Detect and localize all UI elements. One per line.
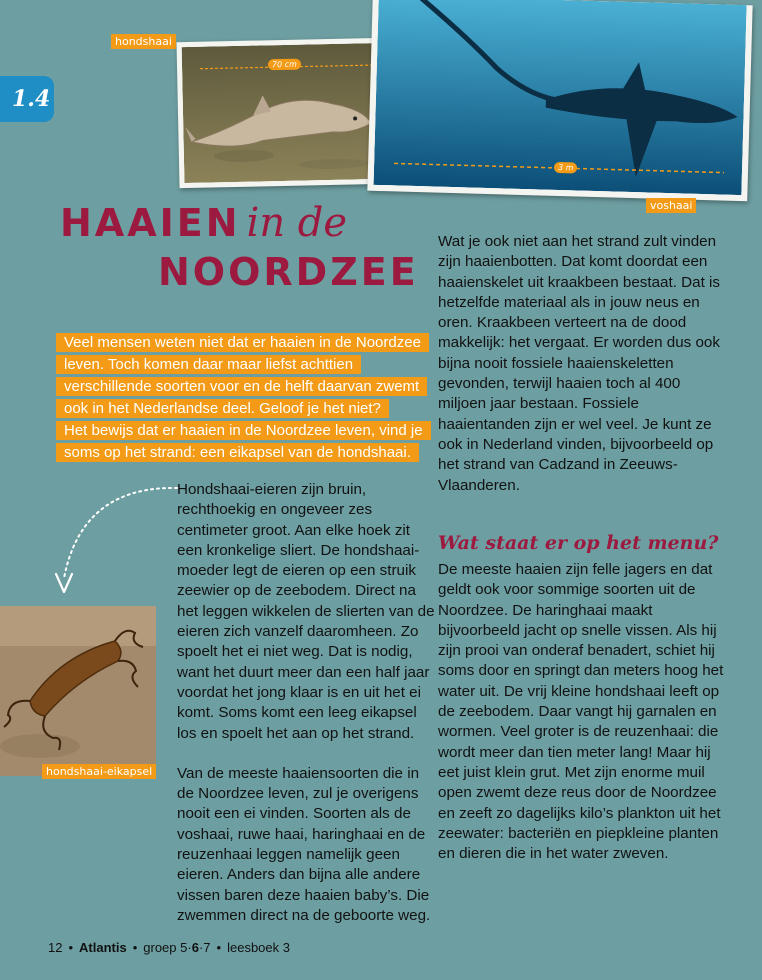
paragraph: De meeste haaien zijn felle jagers en dat geldt ook voor sommige soorten uit de Noordzee. De haringhaai maakt bijvoorbeeld jacht op snelle vissen. Als hij zijn prooi van onderaf benadert, schiet hij soms door en springt dan meters hoog het water uit. De vrij kleine hondshaai leeft op de zeebodem. Daar vangt hij garnalen en wormen. Veel groter is de reuzenhaai: die wordt meer dan tien meter lang! Maar hij eet juist klein grut. Met zijn enorme muil open zwemt deze reus door de Noordzee en zeeft zo dagelijks kilo’s plankton uit het zeewater: bacteriën en piepkleine planten en dieren die in het water zweven. [438,561,724,863]
paragraph: Wat je ook niet aan het strand zult vinden zijn haaienbotten. Dat komt doordat een haaienskelet uit kraakbeen bestaat. Dat is hetzelfde materiaal als in jouw neus en oren. Kraakbeen verteert na de dood makkelijk: het vergaat. Er worden dus ook bijna nooit fossiele haaienskeletten gevonden, terwijl haaien toch al 400 miljoen jaar bestaan. Fossiele haaientanden zijn er wel veel. Je kunt ze ook in Nederland vinden, bijvoorbeeld op het strand van Cadzand in Zeeuws-Vlaanderen. [438,233,720,494]
column-middle [177,480,435,946]
page-title [60,200,432,294]
group-7: 7 [203,940,211,955]
intro-paragraph [56,332,434,420]
group-6: 6 [191,940,199,955]
chapter-badge: 1.4 [0,76,54,122]
intro-text-1: Veel mensen weten niet dat er haaien in de Noordzee leven. Toch komen daar maar liefst achttien verschillende soorten voor en de helft daarvan zwemt ook in het Nederlandse deel. Geloof je het niet? [56,333,429,418]
intro-text-2: Het bewijs dat er haaien in de Noordzee leven, vind je soms op het strand: een eikapsel van de hondshaai. [56,421,431,462]
eikapsel-image [0,606,156,776]
footer: 12 • Atlantis • groep 5·6·7 • leesboek 3 [48,940,290,955]
reader-label: leesboek 3 [227,940,290,955]
group-label: groep [143,940,177,955]
dotted-arrow-icon [52,482,182,602]
scale-label-voshaai: 3 m [554,162,578,174]
column-right [438,232,728,516]
scale-label-hondshaai: 70 cm [268,59,301,71]
column-right-2 [438,560,728,884]
book-title: Atlantis [79,940,127,955]
paragraph: Van de meeste haaiensoorten die in de Noordzee leven, zul je overigens nooit een ei vinden. Soorten als de voshaai, ruwe haai, haringhaai en de reuzenhaai leggen namelijk geen eieren. Anders dan bijna alle andere vissen baren deze haaien baby’s. Die zwemmen direct na de geboorte weg. [177,764,431,924]
paragraph: Hondshaai-eieren zijn bruin, rechthoekig en ongeveer zes centimeter groot. Aan elke hoek zit een kronkelige sliert. De hondshaai-moeder legt de eieren op een struik zeewier op de zeebodem. Direct na het leggen wikkelen de slierten van de eieren zich vanzelf daaromheen. Zo spoelt het ei niet weg. Dat is nodig, want het duurt meer dan een half jaar voordat het jong klaar is en uit het ei komt. Soms komt een leeg eikapsel los en spoelt het aan op het strand. [177,481,435,742]
photo-voshaai [367,0,752,201]
photo-hondshaai [176,38,387,188]
title-part1: HAAIEN [60,201,241,245]
photo-eikapsel [0,606,156,776]
caption-hondshaai: hondshaai [111,34,176,49]
intro-paragraph [56,420,434,464]
subheading: Wat staat er op het menu? [438,532,719,554]
title-part2: in de [246,200,348,246]
intro-block [56,332,434,464]
caption-eikapsel: hondshaai-eikapsel [42,764,156,779]
page-number: 12 [48,940,63,955]
title-part3: NOORDZEE [158,250,419,294]
caption-voshaai: voshaai [646,198,696,213]
group-5: 5 [180,940,188,955]
